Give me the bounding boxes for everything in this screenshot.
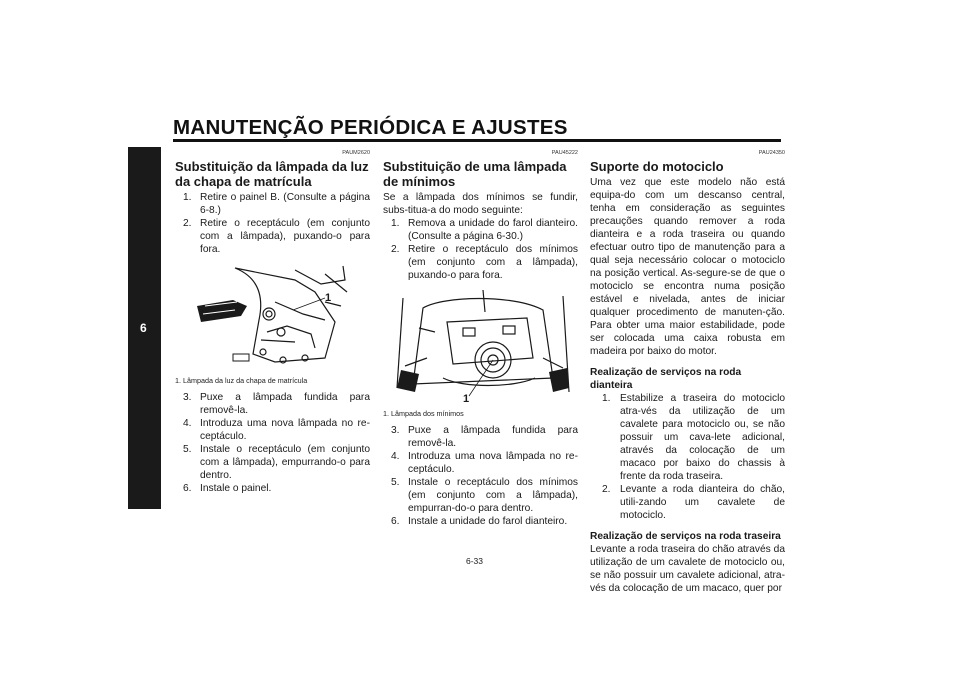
step-text: Instale o painel. <box>200 483 272 494</box>
step-item <box>175 391 370 417</box>
step-text: Levante a roda dianteira do chão, utili-zando um cavalete de motociclo. <box>620 484 785 521</box>
step-number: 5. <box>183 444 192 455</box>
aux-light-figure <box>383 288 578 407</box>
step-item <box>175 417 370 443</box>
license-light-figure <box>175 262 370 374</box>
license-light-illustration <box>175 262 370 370</box>
column-license-light <box>175 150 370 495</box>
step-number: 6. <box>391 516 400 527</box>
step-text: Retire o receptáculo dos mínimos (em conjunto com a lâmpada), puxando-o para fora. <box>408 244 578 281</box>
front-wheel-heading: Realização de serviços na roda dianteira <box>590 367 742 391</box>
step-number: 4. <box>391 451 400 462</box>
step-text: Puxe a lâmpada fundida para removê-la. <box>408 425 578 449</box>
step-number: 1. <box>183 192 192 203</box>
step-text: Instale o receptáculo (em conjunto com a lâmpada), empurrando-o para dentro. <box>200 444 370 481</box>
step-item <box>590 483 785 522</box>
step-number: 3. <box>183 392 192 403</box>
step-item <box>383 515 578 528</box>
step-item <box>383 476 578 515</box>
step-text: Remova a unidade do farol dianteiro. (Consulte a página 6-30.) <box>408 218 578 242</box>
steps-list <box>175 391 370 495</box>
steps-list <box>590 392 785 522</box>
section-title: Substituição de uma lâmpada de mínimos <box>383 159 567 189</box>
step-text: Instale a unidade do farol dianteiro. <box>408 516 568 527</box>
section-body: Uma vez que este modelo não está equipa-do com um descanso central, tenha em consideração as seguintes precauções quando remover a roda dianteira e a roda traseira ou quando efectuar outro tipo de manutenção para a qual seja necessário colocar o motociclo na posição vertical. As-segure-se de que o motociclo se encontra numa posição estável e nivelada, antes de iniciar qualquer procedimento de manuten-ção. Para obter uma maior estabilidade, pode ser colocada uma caixa robusta em madeira por baixo do motor. <box>590 177 785 357</box>
rear-wheel-heading: Realização de serviços na roda traseira <box>590 531 781 542</box>
step-item <box>175 443 370 482</box>
steps-list <box>383 217 578 282</box>
step-item <box>175 191 370 217</box>
figure-caption: 1. Lâmpada dos mínimos <box>383 409 464 418</box>
section-title: Substituição da lâmpada da luz da chapa de matrícula <box>175 159 369 189</box>
step-item <box>383 217 578 243</box>
step-number: 5. <box>391 477 400 488</box>
rear-wheel-body: Levante a roda traseira do chão através da utilização de um cavalete de motociclo ou, se não possuir um cavalete adicional, atra-vés da colocação de um macaco, quer por <box>590 544 785 594</box>
step-number: 3. <box>391 425 400 436</box>
steps-list <box>175 191 370 256</box>
step-number: 6. <box>183 483 192 494</box>
step-number: 1. <box>391 218 400 229</box>
step-text: Retire o receptáculo (em conjunto com a lâmpada), puxando-o para fora. <box>200 218 370 255</box>
step-text: Retire o painel B. (Consulte a página 6-8.) <box>200 192 370 216</box>
step-number: 2. <box>391 244 400 255</box>
column-aux-light <box>383 150 578 528</box>
figure-caption: 1. Lâmpada da luz da chapa de matrícula <box>175 376 308 385</box>
step-text: Instale o receptáculo dos mínimos (em conjunto com a lâmpada), empurran-do-o para dentro. <box>408 477 578 514</box>
figure-callout: 1 <box>463 393 470 405</box>
step-item <box>383 424 578 450</box>
section-code: PAU24350 <box>758 150 785 156</box>
column-support <box>590 150 785 595</box>
step-item <box>175 217 370 256</box>
section-title: Suporte do motociclo <box>590 159 724 174</box>
step-item <box>383 450 578 476</box>
step-number: 2. <box>602 484 611 495</box>
step-text: Introduza uma nova lâmpada no re-ceptáculo. <box>200 418 370 442</box>
steps-list <box>383 424 578 528</box>
step-text: Estabilize a traseira do motociclo atra-vés da utilização de um cavalete para motociclo ou, se não possuir um cava-lete adicional, através da colocação de um macaco por baixo do chassis à frente da roda traseira. <box>620 393 785 482</box>
section-code: PAU45222 <box>551 150 578 156</box>
section-code: PAUM2620 <box>342 150 370 156</box>
step-item <box>590 392 785 483</box>
page-number: 6-33 <box>466 556 484 566</box>
step-number: 4. <box>183 418 192 429</box>
figure-callout: 1 <box>325 292 332 304</box>
step-number: 1. <box>602 393 611 404</box>
chapter-number: 6 <box>140 321 147 335</box>
section-intro: Se a lâmpada dos mínimos se fundir, subs-titua-a do modo seguinte: <box>383 192 578 216</box>
step-item <box>383 243 578 282</box>
step-item <box>175 482 370 495</box>
aux-light-illustration <box>383 288 578 403</box>
title-rule <box>173 139 781 142</box>
step-number: 2. <box>183 218 192 229</box>
step-text: Puxe a lâmpada fundida para removê-la. <box>200 392 370 416</box>
step-text: Introduza uma nova lâmpada no re-ceptáculo. <box>408 451 578 475</box>
page-title: MANUTENÇÃO PERIÓDICA E AJUSTES <box>173 116 568 139</box>
